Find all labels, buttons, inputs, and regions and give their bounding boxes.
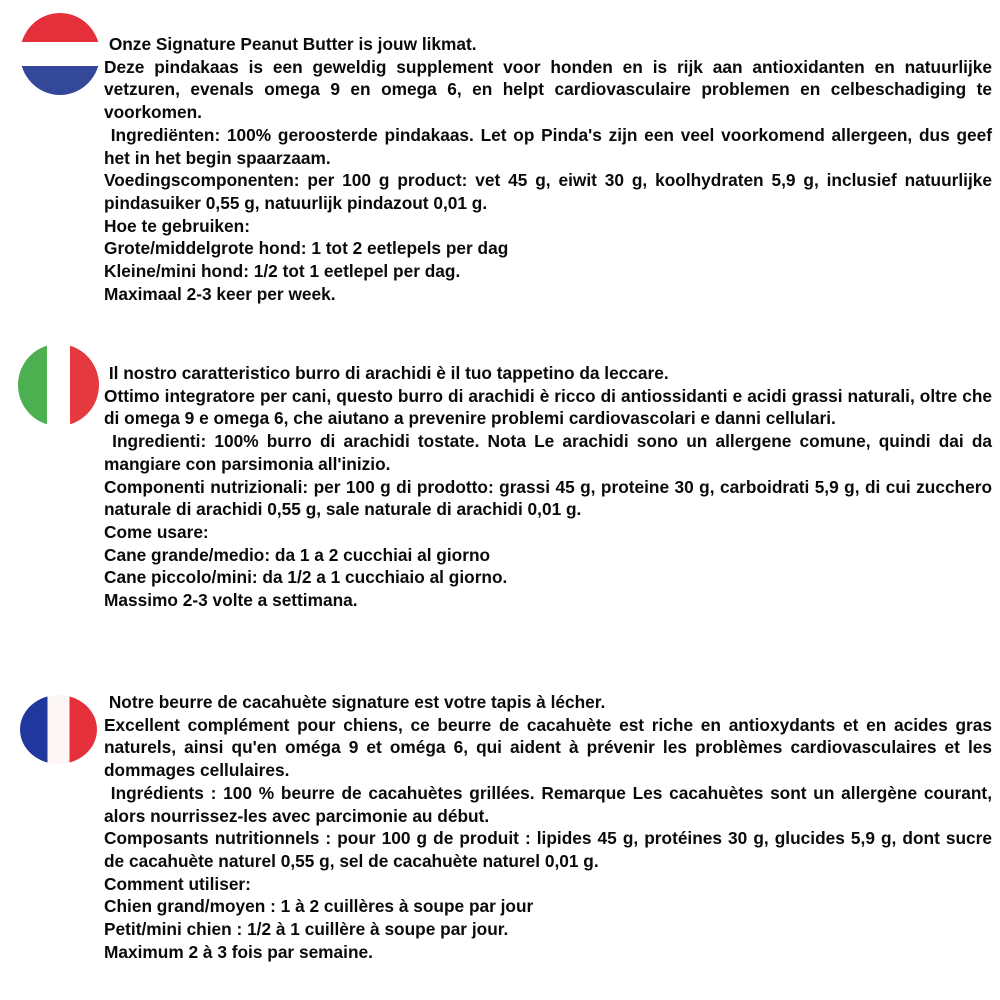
- dosage-small-dog: Petit/mini chien : 1/2 à 1 cuillère à soupe par jour.: [104, 919, 509, 940]
- dosage-large-dog: Grote/middelgrote hond: 1 tot 2 eetlepels per dag: [104, 238, 509, 259]
- ingredients-paragraph: Ingrediënten: 100% geroosterde pindakaas. Let op Pinda's zijn een veel voorkomend allergeen, dus geef het in het begin spaarzaam.: [104, 124, 997, 168]
- italy-flag-icon: [18, 344, 99, 426]
- dutch-text-block: [104, 33, 997, 305]
- nutrition-paragraph: Componenti nutrizionali: per 100 g di prodotto: grassi 45 g, proteine 30 g, carboidrati 5,9 g, di cui zucchero naturale di arachidi 0,55 g, sale naturale di arachidi 0,01 g.: [104, 476, 997, 520]
- nutrition-paragraph: Composants nutritionnels : pour 100 g de produit : lipides 45 g, protéines 30 g, glucides 5,9 g, dont sucre de cacahuète naturel 0,55 g, sel de cacahuète naturel 0,01 g.: [104, 828, 997, 871]
- french-text-block: [104, 691, 997, 963]
- netherlands-flag-icon: [20, 13, 100, 95]
- france-flag-icon: [20, 695, 97, 764]
- frequency-note: Massimo 2-3 volte a settimana.: [104, 590, 358, 611]
- nutrition-paragraph: Voedingscomponenten: per 100 g product: vet 45 g, eiwit 30 g, koolhydraten 5,9 g, inclusief natuurlijke pindasuiker 0,55 g, natuurlijk pindazout 0,01 g.: [104, 170, 997, 213]
- dosage-large-dog: Cane grande/medio: da 1 a 2 cucchiai al giorno: [104, 544, 491, 565]
- dosage-small-dog: Kleine/mini hond: 1/2 tot 1 eetlepel per dag.: [104, 261, 461, 282]
- frequency-note: Maximum 2 à 3 fois par semaine.: [104, 941, 373, 962]
- usage-heading: Come usare:: [104, 521, 209, 542]
- dosage-small-dog: Cane piccolo/mini: da 1/2 a 1 cucchiaio al giorno.: [104, 567, 508, 588]
- ingredients-paragraph: Ingredienti: 100% burro di arachidi tostate. Nota Le arachidi sono un allergene comune, quindi dai da mangiare con parsimonia all'inizio.: [104, 431, 997, 474]
- tagline-line: Onze Signature Peanut Butter is jouw likmat.: [104, 34, 477, 54]
- description-paragraph: Excellent complément pour chiens, ce beurre de cacahuète est riche en antioxydants et en acides gras naturels, ainsi qu'en oméga 9 et oméga 6, qui aident à prévenir les problèmes cardiovasculaires et les dommages cellulaires.: [104, 714, 997, 781]
- ingredients-paragraph: Ingrédients : 100 % beurre de cacahuètes grillées. Remarque Les cacahuètes sont un allergène courant, alors nourrissez-les avec parcimonie au début.: [104, 782, 997, 826]
- tagline-line: Il nostro caratteristico burro di arachidi è il tuo tappetino da leccare.: [104, 363, 669, 383]
- dosage-large-dog: Chien grand/moyen : 1 à 2 cuillères à soupe par jour: [104, 896, 534, 917]
- usage-heading: Comment utiliser:: [104, 873, 251, 894]
- description-paragraph: Ottimo integratore per cani, questo burro di arachidi è ricco di antiossidanti e acidi grassi naturali, oltre che di omega 9 e omega 6, che aiutano a prevenire problemi cardiovascolari e danni cellulari.: [104, 385, 997, 429]
- description-paragraph: Deze pindakaas is een geweldig supplement voor honden en is rijk aan antioxidanten en natuurlijke vetzuren, evenals omega 9 en omega 6, en helpt cardiovasculaire problemen en celbeschadiging te voorkomen.: [104, 56, 997, 123]
- frequency-note: Maximaal 2-3 keer per week.: [104, 283, 336, 304]
- italian-text-block: [104, 362, 997, 612]
- usage-heading: Hoe te gebruiken:: [104, 215, 250, 236]
- tagline-line: Notre beurre de cacahuète signature est votre tapis à lécher.: [104, 692, 606, 712]
